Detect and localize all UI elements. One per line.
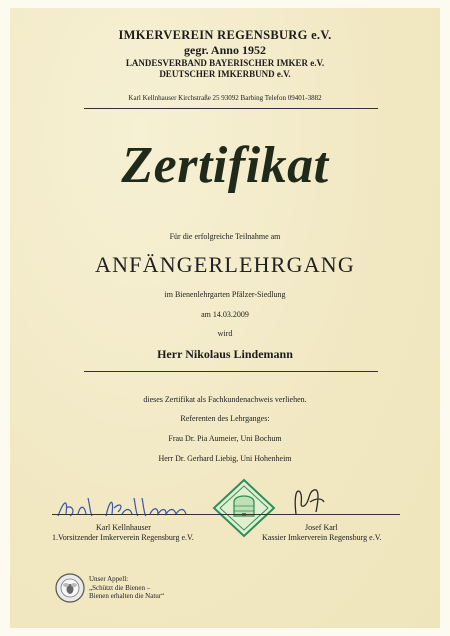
appeal-text: [89, 575, 164, 601]
speaker-1: Frau Dr. Pia Aumeier, Uni Bochum: [168, 434, 282, 443]
association-name: IMKERVEREIN REGENSBURG e.V.: [118, 28, 332, 42]
header-divider: [84, 108, 378, 109]
certificate-title: Zertifikat: [121, 137, 329, 194]
address-line: Karl Kellnhauser Kirchstraße 25 93092 Barbing Telefon 09401-3882: [128, 94, 322, 102]
founded-line: gegr. Anno 1952: [184, 43, 266, 57]
federation-line-1: LANDESVERBAND BAYERISCHER IMKER e.V.: [125, 58, 325, 68]
course-location: im Bienenlehrgarten Pfälzer-Siedlung: [164, 290, 286, 299]
recipient-name: Herr Nikolaus Lindemann: [157, 347, 293, 361]
right-signature: [290, 484, 330, 518]
left-signature: [54, 494, 194, 524]
course-date: am 14.03.2009: [201, 310, 249, 319]
signature-line: [52, 514, 400, 515]
left-signer-name: Karl Kellnhauser: [96, 523, 151, 532]
recipient-underline: [84, 371, 378, 372]
wird-text: wird: [217, 329, 233, 338]
bee-seal-icon: [54, 572, 86, 604]
appeal-line-2: „Schützt die Bienen –: [89, 583, 151, 592]
course-name: ANFÄNGERLEHRGANG: [95, 252, 355, 277]
appeal-line-1: Unser Appell:: [89, 575, 129, 583]
awarded-text: dieses Zertifikat als Fachkundenachweis verliehen.: [143, 395, 307, 404]
federation-line-2: DEUTSCHER IMKERBUND e.V.: [159, 69, 291, 79]
speaker-2: Herr Dr. Gerhard Liebig, Uni Hohenheim: [158, 454, 292, 463]
association-stamp: [212, 478, 276, 538]
right-signer-role: Kassier Imkerverein Regensburg e.V.: [262, 533, 382, 542]
intro-text: Für die erfolgreiche Teilnahme am: [169, 232, 281, 241]
appeal-line-3: Bienen erhalten die Natur“: [89, 592, 165, 600]
left-signer-role: 1.Vorsitzender Imkerverein Regensburg e.V.: [52, 533, 194, 542]
speakers-heading: Referenten des Lehrganges:: [180, 414, 270, 423]
right-signer-name: Josef Karl: [305, 523, 338, 532]
